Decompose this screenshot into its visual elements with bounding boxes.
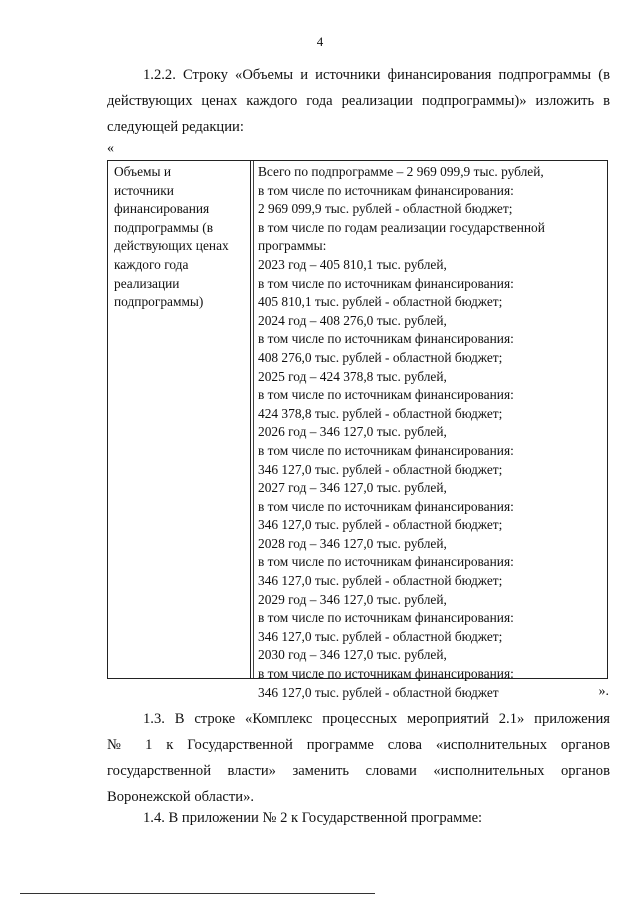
paragraph-1-2-2	[107, 62, 610, 140]
paragraph-1-3	[107, 706, 610, 810]
content-line: 424 378,8 тыс. рублей - областной бюджет;	[258, 405, 503, 421]
content-line: в том числе по источникам финансирования:	[258, 554, 514, 570]
content-line: в том числе по годам реализации государственной	[258, 219, 545, 235]
label-line: каждого года	[114, 256, 189, 272]
content-line: в том числе по источникам финансирования:	[258, 498, 514, 514]
footer-rule	[20, 893, 375, 894]
content-line: 2027 год – 346 127,0 тыс. рублей,	[258, 480, 447, 496]
content-line: 2023 год – 405 810,1 тыс. рублей,	[258, 256, 447, 272]
paragraph-1-4	[107, 805, 610, 831]
label-line: подпрограммы)	[114, 294, 204, 310]
paragraph-line: государственной власти» заменить словами «исполнительных органов	[107, 763, 610, 779]
content-line: 346 127,0 тыс. рублей - областной бюджет	[258, 684, 499, 700]
content-line: 405 810,1 тыс. рублей - областной бюджет;	[258, 294, 503, 310]
content-line: 346 127,0 тыс. рублей - областной бюджет;	[258, 517, 503, 533]
paragraph-line: следующей редакции:	[107, 119, 244, 135]
paragraph-line: действующих ценах каждого года реализации подпрограммы)» изложить в	[107, 93, 610, 109]
table-divider	[250, 161, 251, 678]
content-line: в том числе по источникам финансирования:	[258, 387, 514, 403]
content-line: 2024 год – 408 276,0 тыс. рублей,	[258, 312, 447, 328]
paragraph-line: Воронежской области».	[107, 789, 255, 805]
content-line: 2026 год – 346 127,0 тыс. рублей,	[258, 424, 447, 440]
label-line: источники	[114, 182, 174, 198]
content-line: 2029 год – 346 127,0 тыс. рублей,	[258, 591, 447, 607]
content-line: 2 969 099,9 тыс. рублей - областной бюджет;	[258, 201, 513, 217]
content-line: 2028 год – 346 127,0 тыс. рублей,	[258, 535, 447, 551]
content-line: в том числе по источникам финансирования:	[258, 442, 514, 458]
content-line: 346 127,0 тыс. рублей - областной бюджет;	[258, 461, 503, 477]
content-line: 2025 год – 424 378,8 тыс. рублей,	[258, 368, 447, 384]
table-label-cell	[114, 163, 247, 312]
content-line: 346 127,0 тыс. рублей - областной бюджет;	[258, 573, 503, 589]
content-line: в том числе по источникам финансирования:	[258, 666, 514, 682]
paragraph-line: 1.3. В строке «Комплекс процессных мероприятий 2.1» приложения	[143, 711, 610, 727]
content-line: программы:	[258, 238, 327, 254]
content-line: 408 276,0 тыс. рублей - областной бюджет;	[258, 349, 503, 365]
content-line: в том числе по источникам финансирования:	[258, 331, 514, 347]
content-line: в том числе по источникам финансирования:	[258, 275, 514, 291]
label-line: Объемы и	[114, 164, 172, 179]
content-line: 2030 год – 346 127,0 тыс. рублей,	[258, 647, 447, 663]
content-line: в том числе по источникам финансирования:	[258, 610, 514, 626]
paragraph-line: 1.2.2. Строку «Объемы и источники финансирования подпрограммы (в	[143, 67, 610, 83]
table-content-cell	[258, 163, 603, 702]
label-line: финансирования	[114, 201, 210, 217]
content-line: Всего по подпрограмме – 2 969 099,9 тыс. рублей,	[258, 164, 544, 179]
page-number: 4	[316, 34, 324, 49]
label-line: действующих ценах	[114, 238, 229, 254]
paragraph-line: № 1 к Государственной программе слова «исполнительных органов	[107, 737, 610, 753]
content-line: в том числе по источникам финансирования:	[258, 182, 514, 198]
content-line: 346 127,0 тыс. рублей - областной бюджет;	[258, 628, 503, 644]
label-line: подпрограммы (в	[114, 219, 214, 235]
opening-quote: «	[107, 141, 114, 156]
financing-table	[107, 160, 608, 700]
label-line: реализации	[114, 275, 180, 291]
closing-quote: ».	[598, 684, 609, 699]
paragraph-line: 1.4. В приложении № 2 к Государственной программе:	[143, 810, 483, 826]
